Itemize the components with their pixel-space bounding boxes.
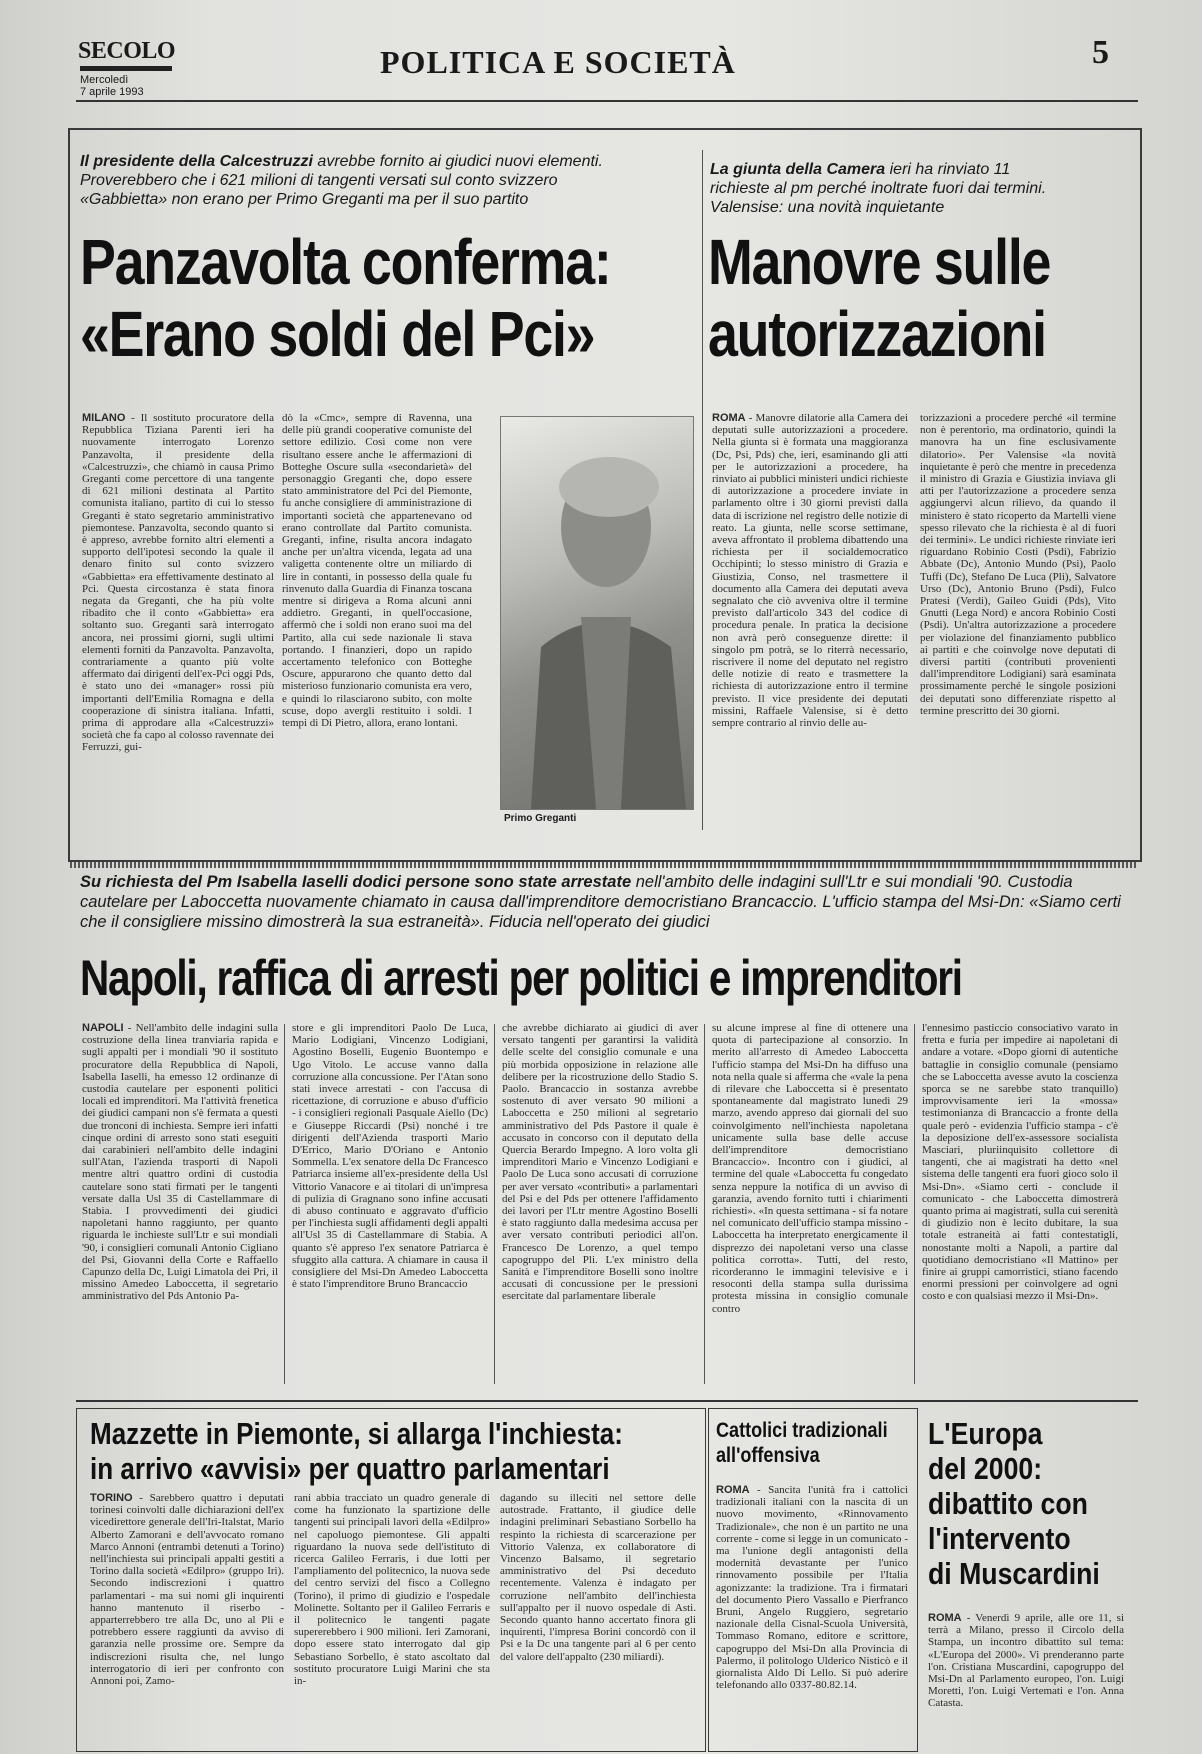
- story3-col-divider-4: [914, 1024, 915, 1384]
- story2-column-1-text: - Manovre dilatorie alla Camera dei deputati sulle autorizzazioni a procedere. Nella giunta si è formata una maggioranza (Dc, Psi, Pds) che, ieri, esaminando gli atti per le autorizzazioni a procedere, ha rinviato ai pubblici ministeri undici richieste di autorizzazione a procedere inviate in parlamento oltre i 30 giorni previsti dalla data di iscrizione nel registro delle notizie di reato. La giunta, nelle scorse settimane, aveva affrontato il problema dibattendo una richiesta per il socialdemocratico Occhipinti; lo stesso ministro di Grazia e Giustizia, Conso, nel trasmettere il documento alla Camera dei deputati aveva segnalato che ciò avveniva oltre il termine previsto dall'articolo 343 del codice di procedura penale. In pratica la decisione non avrà però conseguenze dirette: il singolo pm potrà, se lo riterrà necessario, riscrivere il nome del deputato nel registro delle notizie di reato e trasmettere la richiesta di autorizzazione entro il termine previsto. Il vice presidente dei deputati missini, Raffaele Valensise, si è detto sempre contrario al rinvio delle au-: [712, 412, 908, 730]
- story2-headline-line1: Manovre sulle: [708, 226, 1051, 298]
- story1-headline-line1: Panzavolta conferma:: [80, 226, 611, 298]
- story4-column-1: [90, 1492, 284, 1746]
- story6-column: [928, 1612, 1124, 1748]
- story1-kicker-bold: Il presidente della Calcestruzzi: [80, 153, 313, 170]
- story3-column-4-text: su alcune imprese al fine di ottenere una quota di partecipazione al consorzio. In merito all'arresto di Amedeo Laboccetta l'ufficio stampa del Msi-Dn ha diffuso una nota nella quale si afferma che «vale la pena di rilevare che Laboccetta si è presentato spontaneamente dal magistrato lunedì 29 marzo, avendo appreso dai giornali del suo coinvolgimento nell'inchiesta napoletana unicamente sulla base delle accuse dell'imprenditore democristiano Brancaccio». Incontro con i giudici, al termine del quale «Laboccetta fu congedato senza neppure la notifica di un avviso di garanzia, avendo fornito tutti i chiarimenti richiesti». «In questa settimana - si fa notare nel comunicato dell'ufficio stampa missino - Laboccetta ha interpretato energicamente il disprezzo dei napoletani verso una classe politica corrotta». Tutti, del resto, ricorderanno le immagini televisive e i resoconti della stampa sulla durissima protesta missina in consiglio comunale contro: [712, 1022, 908, 1315]
- story4-dateline: TORINO: [90, 1492, 133, 1504]
- section-title: POLITICA E SOCIETÀ: [380, 44, 736, 80]
- story6-dateline: ROMA: [928, 1612, 962, 1624]
- story2-dateline: ROMA: [712, 412, 746, 424]
- story3-col-divider-2: [494, 1024, 495, 1384]
- story3-column-5: [922, 1022, 1118, 1392]
- story2-headline-line2: autorizzazioni: [708, 298, 1046, 370]
- story1-column-2-text: dò la «Cmc», sempre di Ravenna, una delle più grandi cooperative comuniste del settore edilizio. Così come non vere risultano essere anche le affermazioni di Botteghe Oscure sulla «secondarietà» del personaggio Greganti che, dopo essere stato amministratore del Pci del Piemonte, fu anche consigliere di amministrazione di importanti società che appartenevano od erano controllate dal Partito comunista. Greganti, infine, risulta ancora indagato anche per un'altra vicenda, legata ad una valigetta contenente oltre un miliardo di lire in contanti, in possesso della quale fu rinvenuto dalla Guardia di Finanza toscana mentre si dirigeva a Roma alcuni anni addietro. Greganti, in quell'occasione, affermò che i soldi non erano suoi ma del Partito, alla cui sede nazionale li stava portando. I finanzieri, dopo un rapido accertamento telefonico con Botteghe Oscure, appurarono che quanto detto dal misterioso funzionario comunista era vero, e quindi lo rilasciarono subito, con molte scuse, dopo avergli restituito i soldi. I tempi di Di Pietro, allora, erano lontani.: [282, 412, 472, 730]
- story3-col-divider-3: [704, 1024, 705, 1384]
- story1-column-1-text: - Il sostituto procuratore della Repubblica Tiziana Parenti ieri ha nuovamente interrogato Lorenzo Panzavolta, il presidente della «Calcestruzzi», che chiamò in causa Primo Greganti come percettore di una tangente di 621 milioni destinata al Partito comunista italiano, partito di cui lo stesso Greganti è stato segretario amministrativo piemontese. Panzavolta, secondo quanto si è appreso, avrebbe fornito altri elementi a supporto dell'ipotesi secondo la quale il denaro finito sul conto svizzero «Gabbietta» era effettivamente destinato al Pci. Questa circostanza è stata finora negata da Greganti, che ha più volte ribadito che il conto «Gabbietta» era soltanto suo. Greganti sarà interrogato ancora, nei prossimi giorni, sugli ultimi elementi forniti da Panzavolta. Panzavolta, contrariamente a quanto più volte affermato dai dirigenti dell'ex-Pci oggi Pds, è stato uno dei «manager» rossi più importanti dell'Emilia Romagna e della cooperazione di sinistra italiana. Infatti, prima di approdare alla «Calcestruzzi» società che fa capo al colosso ravennate dei Ferruzzi, gui-: [82, 412, 274, 754]
- story6-headline-line4: l'intervento: [928, 1521, 1071, 1556]
- masthead-logo-bar: [80, 66, 172, 71]
- masthead-date-text: 7 aprile 1993: [80, 86, 144, 98]
- story4-headline-line2: in arrivo «avvisi» per quattro parlamentari: [90, 1451, 610, 1486]
- story4-headline: [90, 1416, 695, 1486]
- story3-kicker: [80, 872, 1130, 932]
- masthead-date: [80, 74, 144, 98]
- story3-column-2: [292, 1022, 488, 1392]
- story5-headline-line1: Cattolici tradizionali: [716, 1419, 888, 1442]
- story3-kicker-bold: Su richiesta del Pm Isabella Iaselli dodici persone sono state arrestate: [80, 873, 632, 891]
- story1-headline-line2: «Erano soldi del Pci»: [80, 298, 595, 370]
- story1-headline: [80, 226, 685, 370]
- story2-headline: [708, 226, 1145, 370]
- story3-column-5-text: l'ennesimo pasticcio consociativo varato in fretta e furia per impedire ai napoletani di andare a votare. «Dopo giorni di autentiche battaglie in consiglio comunale (pensiamo che se Laboccetta avesse avuto la coscienza sporca se ne sarebbe stato tranquillo) improvvisamente ieri la «mossa» testimonianza di Brancaccio a fronte della quale però - evidenzia l'ufficio stampa - c'è la deposizione dell'ex-assessore socialista Masciari, pluriinquisito collettore di tangenti, che ai magistrati ha detto «nel sistema delle tangenti era fuori gioco solo il Msi-Dn». «Siamo certi - conclude il comunicato - che Laboccetta dimostrerà quanto prima ai magistrati, sulla cui serenità di giudizio non è lecito dubitare, la sua totale estraneità ai fatti contestatigli, nonostante molti a Napoli, a partire dal quotidiano democristiano «Il Mattino» per finire ai gruppi camorristici, stiano facendo enormi pressioni per coinvolgere ad ogni costo e con qualsiasi mezzo il Msi-Dn».: [922, 1022, 1118, 1303]
- story3-col-divider-1: [284, 1024, 285, 1384]
- story6-headline-line3: dibattito con: [928, 1486, 1088, 1521]
- story3-column-1-text: - Nell'ambito delle indagini sulla costruzione della linea tranviaria rapida e sugli appalti per i mondiali '90 il sostituto procuratore della Repubblica di Napoli, Isabella Iaselli, ha emesso 12 ordinanze di custodia cautelare per esponenti politici locali ed imprenditori. Ma l'attività frenetica dei giudici campani non s'è fermata a questi due tronconi di inchiesta. Sempre ieri infatti cinque ordini di arresto sono stati eseguiti dai carabinieri nell'ambito delle indagini sull'Atan, l'azienda trasporti di Napoli mentre altri quattro ordini di custodia cautelare sono stati firmati per le tangenti versate dalla Usl 35 di Castellammare di Stabia. I provvedimenti dei giudici napoletani hanno raggiunto, per quanto riguarda le inchieste sull'Ltr e sui mondiali '90, i consiglieri comunali Antonio Cigliano del Psi, Giovanni della Corte e Raffaello Capunzo della Dc, Luigi Limatola dei Pri, il missino Amedeo Laboccetta, il segretario amministrativo del Pds Antonio Pa-: [82, 1022, 278, 1303]
- story3-column-2-text: store e gli imprenditori Paolo De Luca, Mario Lodigiani, Vincenzo Lodigiani, Agostino Boselli, Eugenio Buontempo e Ugo Vitolo. Le accuse vanno dalla corruzione alla concussione. Per l'Atan sono stati invece arrestati - con l'accusa di ricettazione, di corruzione e abuso d'ufficio - i consiglieri regionali Pasquale Aiello (Dc) e Giuseppe Riccardi (Psi) nonché i tre dirigenti dell'Azienda trasporti Mario D'Errico, Mario D'Oriano e Antonio Sommella. L'ex senatore della Dc Francesco Patriarca insieme all'ex-presidente della Usl Vittorio Vanacore e ai titolari di un'impresa di pulizia di Gragnano sono infine accusati di abuso continuato e aggravato d'ufficio per l'inchiesta sugli affidamenti degli appalti all'Usl 35 di Castellammare di Stabia. A quanto s'è appreso l'ex senatore Patriarca è sfuggito alla cattura. A chiamare in causa il consigliere del Msi-Dn Amedeo Laboccetta è stato l'imprenditore Bruno Brancaccio: [292, 1022, 488, 1291]
- story1-photo: [500, 416, 694, 810]
- story6-headline-line2: del 2000:: [928, 1451, 1043, 1486]
- story1-dateline: MILANO: [82, 412, 126, 424]
- story3-column-3-text: che avrebbe dichiarato ai giudici di aver versato tangenti per garantirsi la validità delle scelte del consiglio comunale e una più morbida opposizione in relazione alle delibere per la ricostruzione dello Stadio S. Paolo. Brancaccio in sostanza avrebbe sostenuto di aver versato 90 milioni a Laboccetta e 250 milioni al segretario amministrativo del Pds Pastore il quale è accusato in concorso con il deputato della Quercia Berardo Impegno. A loro volta gli imprenditori Mario e Vincenzo Lodigiani e Paolo De Luca sono accusati di corruzione per aver versato «contributi» a parlamentari del Psi e del Pds per ottenere l'affidamento dei lavori per l'Ltr mentre Agostino Boselli è stato raggiunto dalla medesima accusa per aver versato contributi periodici all'on. Francesco De Lorenzo, a quel tempo capogruppo del Pli. L'ex ministro della Sanità e l'imprenditore Boselli sono inoltre accusati di concussione per le pressioni esercitate dal parlamentare liberale: [502, 1022, 698, 1303]
- story5-dateline: ROMA: [716, 1484, 750, 1496]
- story2-column-2-text: torizzazioni a procedere perché «il termine non è perentorio, ma ordinatorio, quindi la manovra ha un fine esclusivamente dilatorio». Per Valensise «la novità inquietante è però che mentre in precedenza il ministro di Grazia e Giustizia inviava gli atti per l'autorizzazione a procedere senza aggiungervi alcun rilievo, da quando il ministero è stato ricoperto da Martelli viene spesso rilevato che la richiesta è al di fuori dei termini». Le undici richieste rinviate ieri riguardano Robinio Costi (Psdi), Fabrizio Abbate (Dc), Antonio Mundo (Psi), Paolo Tuffi (Dc), Stefano De Luca (Pli), Salvatore Urso (Dc), Antonio Bruno (Psdi), Fulco Pratesi (Verdi), Gaileo Guidi (Pds), Vito Gnutti (Lega Nord) e ancora Robinio Costi (Psdi). Un'altra autorizzazione a procedere per violazione del finanziamento pubblico ai partiti e che coinvolge nove deputati di diversi partiti (contributi provenienti dall'imprenditore Lodigiani) sarà esaminata prossimamente perché le singole posizioni dei deputati sono differenziate rispetto al termine prescritto dei 30 giorni.: [920, 412, 1116, 717]
- story6-headline: [928, 1416, 1126, 1591]
- story4-column-3: [500, 1492, 696, 1746]
- portrait-illustration: [501, 417, 693, 809]
- story3-dateline: NAPOLI: [82, 1022, 124, 1034]
- story4-headline-line1: Mazzette in Piemonte, si allarga l'inchiesta:: [90, 1416, 623, 1451]
- story4-column-3-text: dagando su illeciti nel settore delle autostrade. Frattanto, il giudice delle indagini preliminari Sebastiano Sorbello ha respinto la richiesta di scarcerazione per Vittorio Valenza, ex collaboratore di Vincenzo Balsamo, il segretario amministrativo del Psi deceduto recentemente. Valenza è indagato per corruzione nell'ambito dell'inchiesta sull'appalto per il nuovo ospedale di Asti. Secondo quanto hanno accertato finora gli inquirenti, l'impresa Borini concordò con il Psi e la Dc una tangente pari al 6 per cento del valore dell'appalto (230 miliardi).: [500, 1492, 696, 1663]
- story2-column-2: [920, 412, 1116, 832]
- story3-column-4: [712, 1022, 908, 1392]
- story6-headline-line5: di Muscardini: [928, 1556, 1100, 1591]
- story4-column-2-text: rani abbia tracciato un quadro generale di come ha funzionato la spartizione delle tangenti sui principali lavori della «Edilpro» nel capoluogo piemontese. Gli appalti riguardano la nuova sede dell'istituto di ricerca Galileo Ferraris, i due lotti per l'ampliamento del politecnico, la nuova sede del centro servizi del fisco a Collegno (Torino), il primo di giudizio e l'ospedale Molinette. Soltanto per il Galileo Ferraris e il politecnico le tangenti pagate supererebbero i 900 milioni. Ieri Zamorani, dopo essere stato interrogato dal gip Sebastiano Sorbello, è stato ascoltato dal sostituto procuratore Luigi Marini che sta in-: [294, 1492, 490, 1688]
- story3-column-3: [502, 1022, 698, 1392]
- story2-column-1: [712, 412, 908, 832]
- story6-headline-line1: L'Europa: [928, 1416, 1043, 1451]
- bottom-section-rule: [76, 1400, 1138, 1402]
- story5-headline: [716, 1418, 905, 1468]
- story5-column: [716, 1484, 908, 1746]
- story3-headline: Napoli, raffica di arresti per politici e imprenditori: [80, 950, 962, 1006]
- story1-column-1: [82, 412, 274, 824]
- masthead-logo: SECOLO: [78, 38, 176, 64]
- decorative-stripe: [70, 862, 1136, 868]
- story3-column-1: [82, 1022, 278, 1392]
- story1-column-2: [282, 412, 472, 824]
- story1-photo-caption: Primo Greganti: [504, 813, 577, 824]
- page-number: 5: [1092, 34, 1109, 71]
- story3-kicker-text: nell'ambito delle indagini sull'Ltr e sui mondiali '90. Custodia cautelare per Laboccetta nuovamente chiamato in causa dall'imprenditore democristiano Brancaccio. L'ufficio stampa del Msi-Dn: «Siamo certi che il consigliere missino dimostrerà la sua estraneità». Fiducia nell'operato dei giudici: [80, 873, 1121, 931]
- story4-column-2: [294, 1492, 490, 1746]
- top-divider: [702, 150, 703, 830]
- story1-kicker-text: avrebbe fornito ai giudici nuovi elementi. Proverebbero che i 621 milioni di tangenti versati sul conto svizzero «Gabbietta» non erano per Primo Greganti ma per il suo partito: [80, 153, 603, 208]
- masthead-rule: [76, 100, 1138, 102]
- masthead-day: Mercoledì: [80, 74, 129, 86]
- story4-column-1-text: - Sarebbero quattro i deputati torinesi coinvolti dalle dichiarazioni dell'ex vicedirettore generale dell'Iri-Italstat, Mario Alberto Zamorani e dell'avvocato romano Marco Annoni (entrambi detenuti a Torino) nell'inchiesta sui principali appalti gestiti a Torino dalla società «Edilpro» (gruppo Iri). Secondo indiscrezioni i quattro parlamentari - ma sui nomi gli inquirenti hanno mantenuto il riserbo - apparterrebbero tre alla Dc, uno al Pli e potrebbero essere raggiunti da avviso di garanzia nelle prossime ore. Sempre da indiscrezioni risulta che, nel lungo interrogatorio di ieri per confronto con Annoni poi, Zamo-: [90, 1492, 284, 1688]
- story5-column-text: - Sancita l'unità fra i cattolici tradizionali italiani con la nascita di un nuovo movimento, «Rinnovamento Tradizionale», che non è un partito ne una corrente - come si legge in un comunicato - ma l'unione degli antagonisti della modernità devastante per l'unico rinnovamento possibile per l'Italia agonizzante: la tradizione. Tra i firmatari del documento Piero Vassallo e Pierfranco Bruni, Angelo Ruggiero, segretario nazionale della Cisnal-Scuola Università, Tommaso Romano, editore e scrittore, capogruppo del Msi-Dn alla Provincia di Palermo, il politologo Ulderico Nisticò e il giornalista Aldo Di Lello. Si può aderire telefonando allo 0337-80.82.14.: [716, 1484, 908, 1692]
- story5-headline-line2: all'offensiva: [716, 1444, 820, 1467]
- story1-kicker: [80, 152, 640, 209]
- story6-column-text: - Venerdì 9 aprile, alle ore 11, si terrà a Milano, presso il Circolo della Stampa, un incontro dibattito sul tema: «L'Europa del 2000». Vi prenderanno parte l'on. Cristiana Muscardini, capogruppo del Msi-Dn al Parlamento europeo, l'on. Luigi Moretti, l'on. Luigi Vertemati e l'on. Anna Catasta.: [928, 1612, 1124, 1710]
- story2-kicker-text: ieri ha rinviato 11 richieste al pm perché inoltrate fuori dai termini. Valensise: una novità inquietante: [710, 161, 1047, 216]
- story2-kicker-bold: La giunta della Camera: [710, 161, 886, 178]
- story2-kicker: [710, 160, 1070, 217]
